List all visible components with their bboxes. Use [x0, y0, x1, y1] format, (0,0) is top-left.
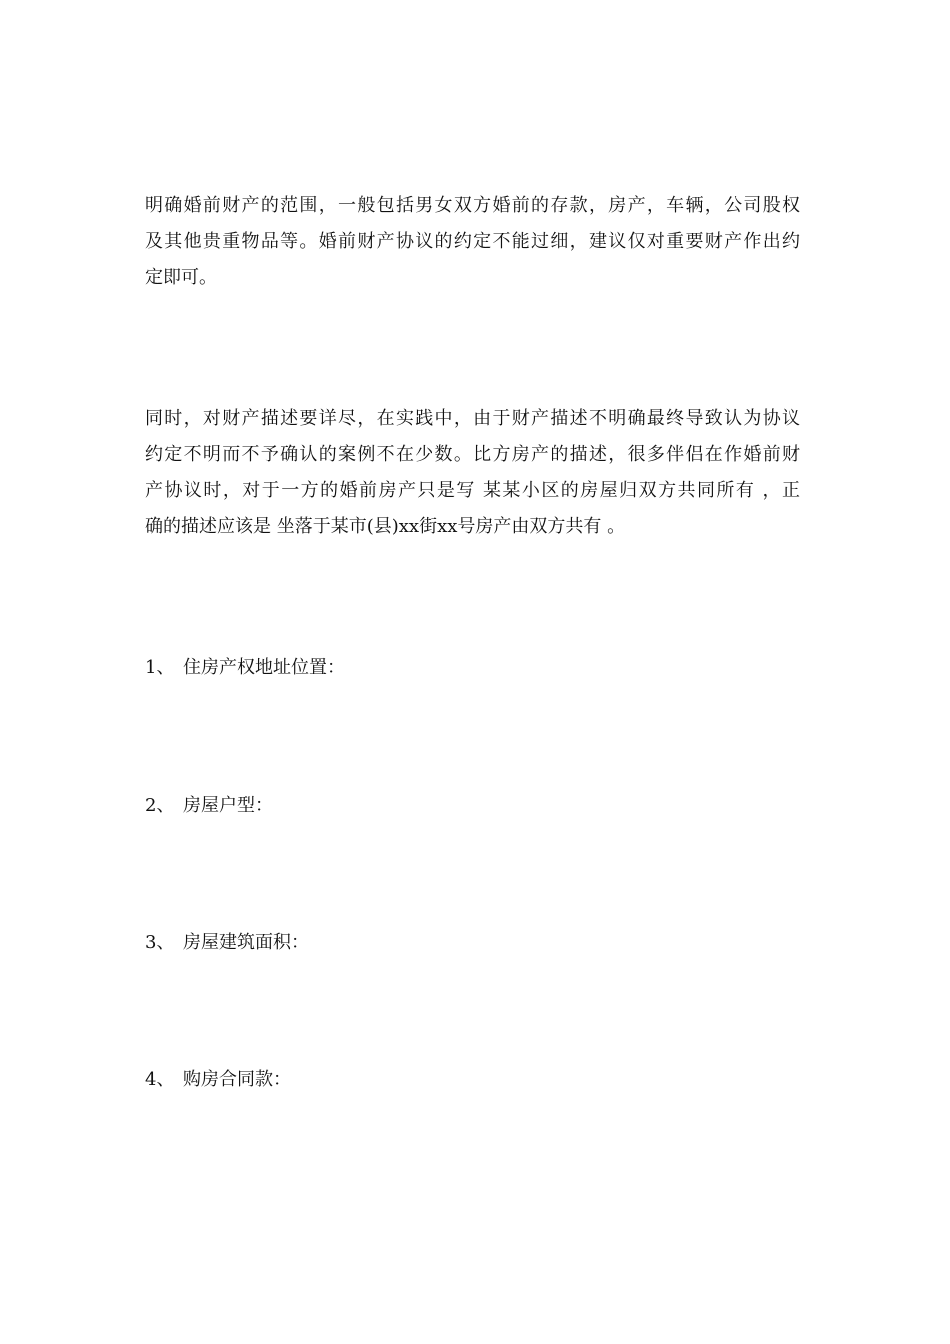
paragraph-line: 产协议时，对于一方的婚前房产只是写 某某小区的房屋归双方共同所有 ，正 [145, 480, 800, 501]
list-item-number: 1、 [145, 657, 175, 678]
list-item-floor-area [145, 931, 309, 955]
list-item-house-type [145, 794, 273, 818]
list-item-number: 3、 [145, 932, 175, 953]
paragraph-line: 及其他贵重物品等。婚前财产协议的约定不能过细，建议仅对重要财产作出约 [145, 231, 800, 252]
paragraph-line: 定即可。 [145, 267, 217, 288]
paragraph-property-description [145, 401, 800, 545]
paragraph-line: 约定不明而不予确认的案例不在少数。比方房产的描述，很多伴侣在作婚前财 [145, 444, 800, 465]
paragraph-line: 明确婚前财产的范围，一般包括男女双方婚前的存款，房产，车辆，公司股权 [145, 195, 800, 216]
list-item-property-address [145, 656, 345, 680]
list-item-purchase-contract-price [145, 1068, 291, 1092]
list-item-number: 2、 [145, 795, 175, 816]
list-item-label: 购房合同款： [183, 1069, 291, 1090]
list-item-label: 房屋户型： [183, 795, 273, 816]
paragraph-line: 同时，对财产描述要详尽，在实践中，由于财产描述不明确最终导致认为协议 [145, 408, 800, 429]
list-item-label: 住房产权地址位置： [183, 657, 345, 678]
paragraph-line: 确的描述应该是 坐落于某市(县)xx街xx号房产由双方共有 。 [145, 516, 626, 537]
list-item-label: 房屋建筑面积： [183, 932, 309, 953]
paragraph-premarital-property-scope [145, 188, 800, 296]
list-item-number: 4、 [145, 1069, 175, 1090]
